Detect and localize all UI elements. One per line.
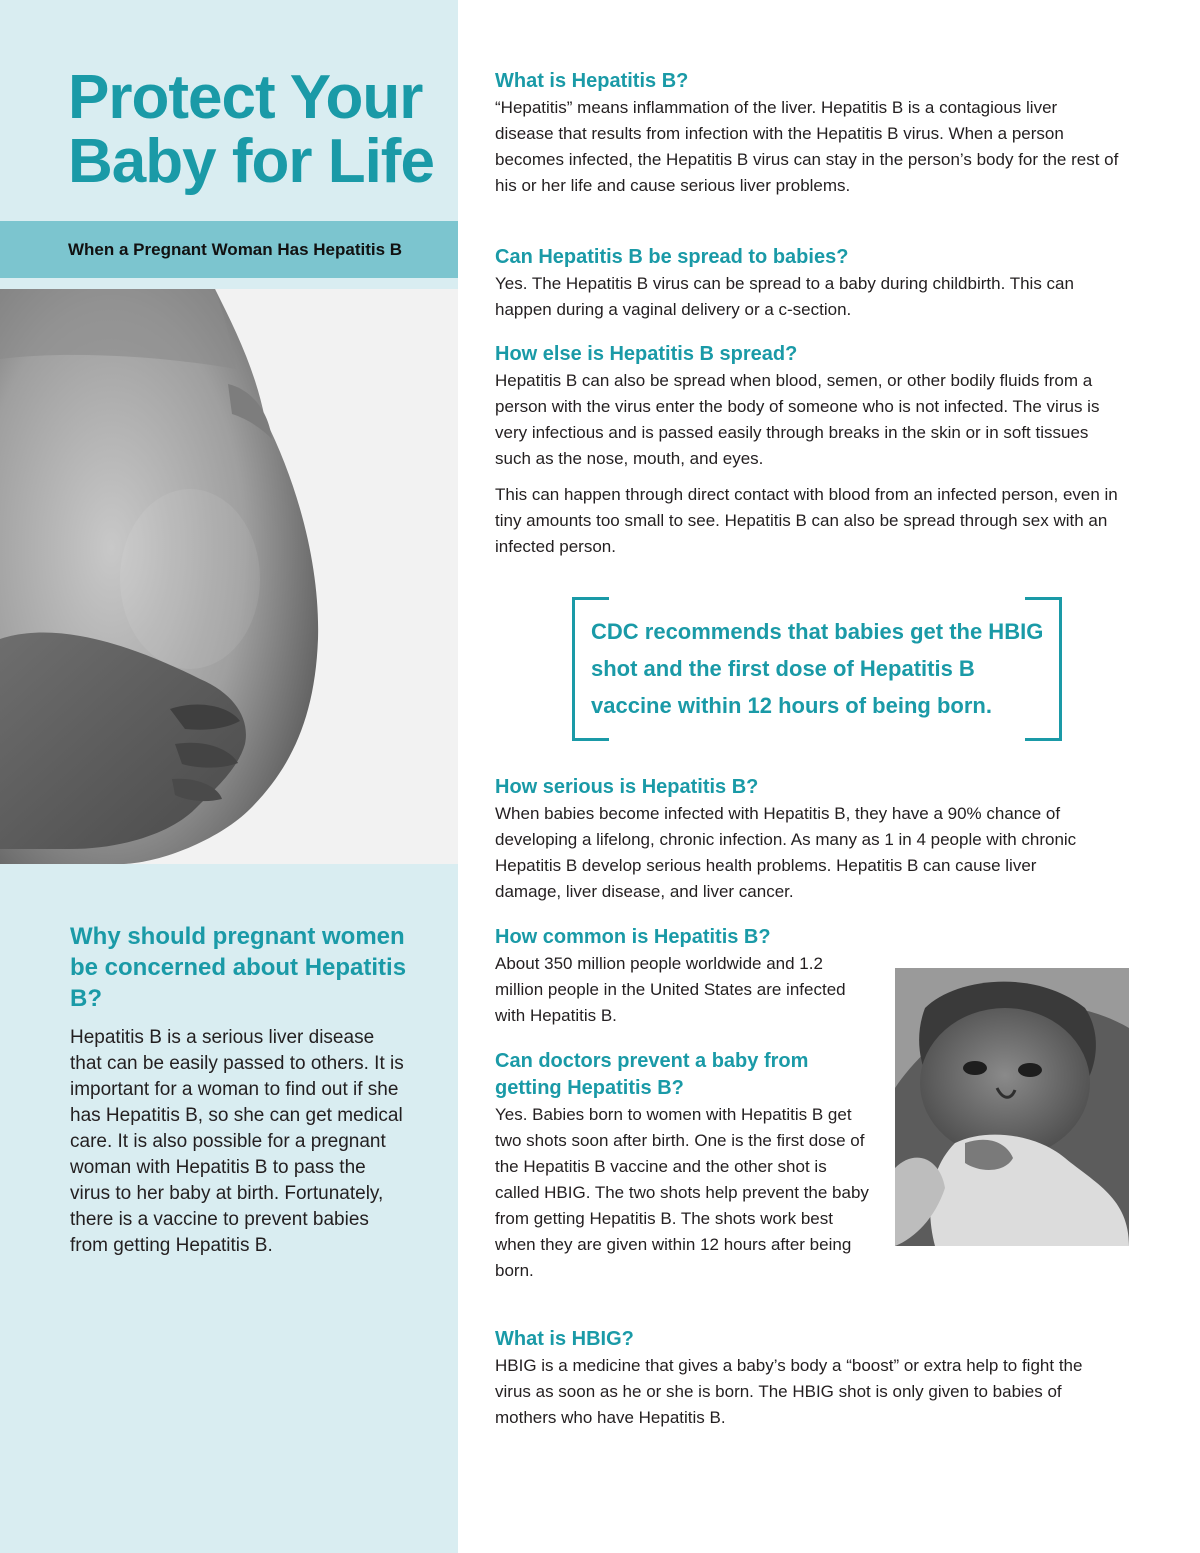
page-subtitle: When a Pregnant Woman Has Hepatitis B [68,240,403,259]
pregnant-belly-photo [0,289,458,864]
page-title [68,63,434,196]
concern-body: Hepatitis B is a serious liver disease that can be easily passed to others. It is important for a woman to find out if she has Hepatitis B, so she can get medical care. It is also possible for a pregnant woman with Hepatitis B to pass the virus to her baby at birth. Fortunately, there is a vaccine to prevent babies from getting Hepatitis B. [70,1027,404,1256]
section-answer: Hepatitis B can also be spread when blood, semen, or other bodily fluids from a person with the virus enter the body of someone who is not infected. The virus is very infectious and is passed easily through breaks in the skin or in soft tissues such as the nose, mouth, and eyes. [495,371,1100,468]
section-answer-continued: This can happen through direct contact with blood from an infected person, even in tiny amounts too small to see. Hepatitis B can also be spread through sex with an infected person. [495,485,1118,556]
section-question: What is HBIG? [495,1328,634,1350]
section-what-is-hbig [495,1327,1120,1431]
section-what-is-hep-b [495,69,1120,199]
section-question: How else is Hepatitis B spread? [495,343,798,365]
section-question: How serious is Hepatitis B? [495,776,759,798]
title-line-1: Protect Your [68,63,423,132]
callout-text: CDC recommends that babies get the HBIG shot and the first dose of Hepatitis B vaccine within 12 hours of being born. [591,619,1044,718]
section-spread-to-babies [495,245,1120,323]
section-how-common [495,925,875,1029]
title-line-2: Baby for Life [68,127,434,196]
section-how-else-spread [495,342,1120,560]
section-answer: HBIG is a medicine that gives a baby’s body a “boost” or extra help to fight the virus as soon as he or she is born. The HBIG shot is only given to babies of mothers who have Hepatitis B. [495,1356,1083,1427]
section-answer: Yes. The Hepatitis B virus can be spread to a baby during childbirth. This can happen during a vaginal delivery or a c-section. [495,274,1074,319]
cdc-recommendation-callout [572,597,1062,737]
section-answer: When babies become infected with Hepatitis B, they have a 90% chance of developing a lifelong, chronic infection. As many as 1 in 4 people with chronic Hepatitis B develop serious health problems. Hepatitis B can cause liver damage, liver disease, and liver cancer. [495,804,1077,901]
section-question: How common is Hepatitis B? [495,926,771,948]
newborn-baby-photo [895,968,1129,1246]
section-answer: Yes. Babies born to women with Hepatitis B get two shots soon after birth. One is the first dose of the Hepatitis B vaccine and the other shot is called HBIG. The two shots help prevent the baby from getting Hepatitis B. The shots work best when they are given within 12 hours after being born. [495,1105,869,1280]
section-answer: “Hepatitis” means inflammation of the liver. Hepatitis B is a contagious liver disease that results from infection with the Hepatitis B virus. When a person becomes infected, the Hepatitis B virus can stay in the person’s body for the rest of his or her life and cause serious liver problems. [495,98,1119,195]
section-can-doctors-prevent [495,1048,875,1284]
subtitle-band [0,221,458,278]
section-how-serious [495,775,1120,905]
section-question: What is Hepatitis B? [495,70,689,92]
section-question: Can doctors prevent a baby from getting Hepatitis B? [495,1050,809,1099]
concern-heading: Why should pregnant women be concerned about Hepatitis B? [70,923,407,1012]
left-sidebar-panel [0,0,458,1553]
section-question: Can Hepatitis B be spread to babies? [495,246,849,268]
section-answer: About 350 million people worldwide and 1.2 million people in the United States are infected with Hepatitis B. [495,954,846,1025]
